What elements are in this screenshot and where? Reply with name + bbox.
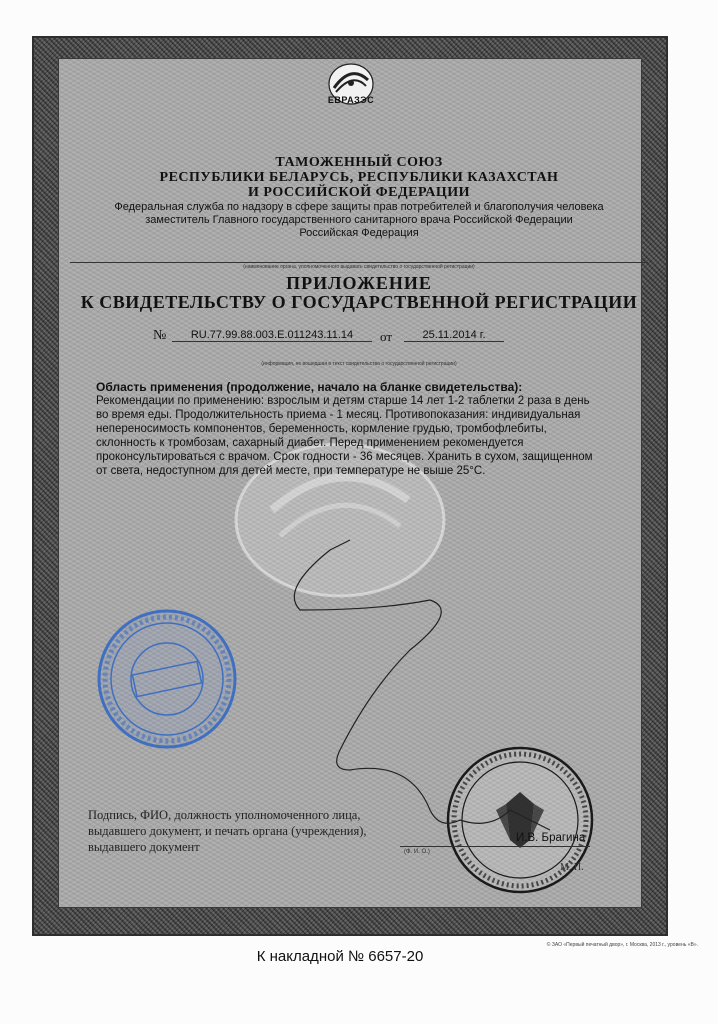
registration-hint: (информация, не вошедшая в текст свидетельства о государственной регистрации) [261,361,457,367]
union-title-line-1: ТАМОЖЕННЫЙ СОЮЗ [275,155,443,170]
document-title-line-2: К СВИДЕТЕЛЬСТВУ О ГОСУДАРСТВЕННОЙ РЕГИСТРАЦИИ [80,292,638,312]
authority-line-1: Федеральная служба по надзору в сфере защиты прав потребителей и благополучия человека [114,201,604,213]
scope-heading: Область применения (продолжение, начало на бланке свидетельства): [96,380,523,394]
document-title-line-1: ПРИЛОЖЕНИЕ [286,273,432,293]
signature-line [400,846,590,847]
authority-hint: (наименование органа, уполномоченного выдавать свидетельство о государственной регистрации) [70,262,648,270]
blue-stamp-icon [94,606,240,752]
union-title-line-3: И РОССИЙСКОЙ ФЕДЕРАЦИИ [248,185,470,200]
registration-date-label: от [380,329,393,344]
emblem-label: ЕВРАЗЭС [327,95,375,105]
authority-line-2: заместитель Главного государственного санитарного врача Российской Федерации [145,214,573,226]
authority-line-3: Российская Федерация [299,227,419,239]
scope-body: Рекомендации по применению: взрослым и детям старше 14 лет 1-2 таблетки 2 раза в день во время еды. Продолжительность приема - 1 месяц. Противопоказания: индивидуальная непереносимость компонентов, беременность, кормление грудью, тромбофлебиты, склонность к тромбозам, сахарный диабет. Перед применением рекомендуется проконсультироваться с врачом. Срок годности - 36 месяцев. Хранить в сухом, защищенном от света, недоступном для детей месте, при температуре не выше 25°С. [96,395,593,477]
registration-number-label: № [153,328,167,343]
stamp-place-label: М. П. [560,862,584,873]
invoice-note: К накладной № 6657-20 [256,948,424,965]
signer-name: И.В. Брагина [516,832,586,844]
eurasec-emblem-icon [296,58,406,114]
registration-date: 25.11.2014 г. [404,329,504,342]
fio-hint: (Ф. И. О.) [404,849,430,855]
printer-note: © ЗАО «Первый печатный двор», г. Москва, 2013 г., уровень «В». [546,942,698,948]
union-title-line-2: РЕСПУБЛИКИ БЕЛАРУСЬ, РЕСПУБЛИКИ КАЗАХСТАН [159,170,559,185]
signer-label: Подпись, ФИО, должность уполномоченного лица, выдавшего документ, и печать органа (учреждения), выдавшего документ [88,808,367,854]
registration-number: RU.77.99.88.003.E.011243.11.14 [172,329,372,342]
